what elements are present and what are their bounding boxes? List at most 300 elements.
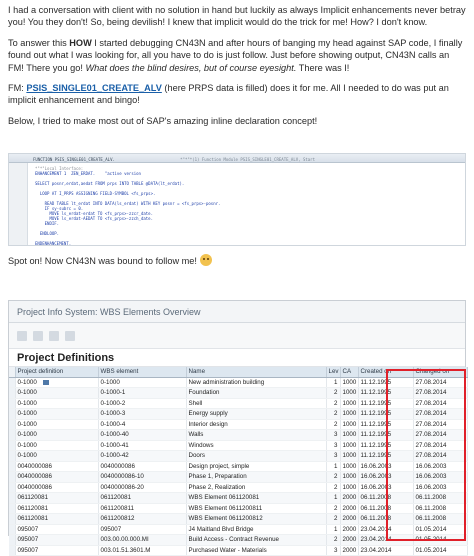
- cell-text: 11.12.1995: [360, 431, 392, 438]
- cell-text: 01.05.2014: [415, 536, 447, 543]
- table-cell: [340, 461, 358, 472]
- table-cell: [413, 430, 467, 441]
- table-cell: [340, 377, 358, 388]
- table-row[interactable]: [9, 503, 467, 514]
- table-cell: [186, 430, 326, 441]
- table-cell: [358, 388, 413, 399]
- cell-text: Design project, simple: [188, 462, 250, 470]
- table-cell: [15, 409, 98, 420]
- table-cell: [358, 440, 413, 451]
- table-cell: [15, 503, 98, 514]
- table-cell: [186, 503, 326, 514]
- table-row[interactable]: [9, 430, 467, 441]
- code-line: ENHANCEMENT 1 ZEN_ERDAT. "active version: [35, 171, 141, 176]
- table-cell: [186, 461, 326, 472]
- code-line: MOVE ls_erdat-AEDAT TO <fs_prps>-zzch_date.: [35, 216, 154, 221]
- cell-text: Shell: [188, 399, 203, 407]
- table-cell: [358, 451, 413, 462]
- cell-text: 0-1000: [17, 378, 37, 386]
- cell-text: 27.08.2014: [415, 441, 447, 449]
- hierarchy-icon[interactable]: [43, 380, 49, 385]
- table-cell: [413, 482, 467, 493]
- cell-text: 1000: [342, 378, 357, 386]
- cell-text: Purchased Water - Materials: [188, 546, 267, 554]
- table-cell: [413, 535, 467, 546]
- table-row[interactable]: [9, 461, 467, 472]
- cell-text: 003.00.00.000.MI: [100, 536, 149, 543]
- table-row[interactable]: [9, 451, 467, 462]
- table-cell: [340, 535, 358, 546]
- cell-text: Windows: [188, 441, 214, 449]
- table-row[interactable]: [9, 398, 467, 409]
- table-cell: [98, 409, 186, 420]
- cell-text: 0-1000: [17, 399, 37, 407]
- cell-text: 06.11.2008: [415, 515, 447, 522]
- table-row[interactable]: [9, 524, 467, 535]
- cell-text: 23.04.2014: [360, 546, 392, 554]
- cell-text: Phase 2, Realization: [188, 483, 246, 491]
- cell-text: 16.06.2003: [360, 483, 392, 491]
- table-cell: [15, 398, 98, 409]
- table-cell: [98, 398, 186, 409]
- table-cell: [358, 398, 413, 409]
- cell-text: 16.06.2003: [415, 462, 447, 470]
- table-cell: [326, 419, 340, 430]
- table-cell: [15, 461, 98, 472]
- table-cell: [98, 524, 186, 535]
- cell-text: 0-1000: [17, 431, 37, 438]
- table-cell: [186, 409, 326, 420]
- cell-text: 0-1000: [17, 441, 37, 449]
- cell-text: 1000: [342, 431, 357, 438]
- table-cell: [186, 482, 326, 493]
- cell-text: 095007: [100, 525, 122, 533]
- cell-text: 23.04.2014: [360, 525, 392, 533]
- cell-text: 061120081: [17, 494, 49, 501]
- table-cell: [358, 514, 413, 525]
- table-cell: [98, 503, 186, 514]
- table-cell: [186, 472, 326, 483]
- table-cell: [358, 482, 413, 493]
- cell-text: 2000: [342, 546, 357, 554]
- table-cell: [340, 409, 358, 420]
- cell-text: New administration building: [188, 378, 265, 386]
- table-cell: [358, 419, 413, 430]
- table-cell: [326, 451, 340, 462]
- cell-text: Foundation: [188, 389, 220, 396]
- toolbar-button-icon[interactable]: [17, 331, 27, 341]
- table-cell: [326, 440, 340, 451]
- table-row[interactable]: [9, 377, 467, 388]
- cell-text: 095007: [17, 536, 39, 543]
- paragraph-2-italic: What does the blind desires, but of course eyesight.: [85, 62, 297, 73]
- table-cell: [340, 398, 358, 409]
- fm-link[interactable]: PSIS_SINGLE01_CREATE_ALV: [26, 83, 162, 94]
- cell-text: 2: [334, 389, 338, 396]
- cell-text: 11.12.1995: [360, 420, 392, 428]
- table-cell: [98, 451, 186, 462]
- section-title: Project Definitions: [9, 349, 465, 367]
- column-header[interactable]: CA: [340, 367, 358, 377]
- cell-text: 0040000086: [17, 473, 52, 480]
- cell-text: 1000: [342, 389, 357, 396]
- cell-text: 1: [334, 494, 338, 501]
- cell-text: 0-1000-41: [100, 441, 129, 449]
- cell-text: 2000: [342, 525, 357, 533]
- cell-text: 061120081: [100, 494, 132, 501]
- table-cell: [98, 514, 186, 525]
- cell-text: 1000: [342, 473, 357, 480]
- cell-text: 11.12.1995: [360, 399, 392, 407]
- code-line: ENDIF.: [35, 221, 60, 226]
- cell-text: 11.12.1995: [360, 389, 392, 396]
- paragraph-2-pre: To answer this: [8, 37, 70, 48]
- cell-text: 2: [334, 536, 338, 543]
- cell-text: Walls: [188, 431, 204, 438]
- table-cell: [326, 545, 340, 556]
- cell-text: 0-1000-1: [100, 389, 126, 396]
- cell-text: 23.04.2014: [360, 536, 392, 543]
- cell-text: 06.11.2008: [360, 494, 392, 501]
- cell-text: WBS Element 0611200811: [188, 504, 263, 512]
- cell-text: 0-1000-4: [100, 420, 126, 428]
- table-cell: [186, 514, 326, 525]
- cell-text: 16.06.2003: [415, 483, 447, 491]
- table-cell: [413, 451, 467, 462]
- table-cell: [15, 535, 98, 546]
- table-cell: [340, 451, 358, 462]
- cell-text: 06.11.2008: [415, 504, 447, 512]
- table-cell: [326, 461, 340, 472]
- paragraph-4: Below, I tried to make most out of SAP's amazing inline declaration concept!: [8, 115, 318, 126]
- table-cell: [358, 493, 413, 504]
- cell-text: 0-1000-40: [100, 431, 129, 438]
- table-cell: [340, 493, 358, 504]
- toolbar-button-icon[interactable]: [49, 331, 59, 341]
- table-cell: [15, 451, 98, 462]
- code-line: IF sy-subrc = 0.: [35, 206, 84, 211]
- cell-text: 2000: [342, 504, 357, 512]
- cell-text: 095007: [17, 546, 39, 554]
- cell-text: 2: [334, 420, 338, 428]
- table-cell: [340, 430, 358, 441]
- cell-text: 0040000086-10: [100, 473, 144, 480]
- cell-text: 3: [334, 452, 338, 459]
- code-line: READ TABLE lt_erdat INTO DATA(ls_erdat) WITH KEY posnr = <fs_prps>-posnr.: [35, 201, 221, 206]
- table-cell: [340, 388, 358, 399]
- paragraph-2-post: There was I!: [296, 62, 350, 73]
- table-cell: [186, 440, 326, 451]
- cell-text: 06.11.2008: [360, 504, 392, 512]
- table-row[interactable]: [9, 535, 467, 546]
- table-row[interactable]: [9, 440, 467, 451]
- toolbar-button-icon[interactable]: [65, 331, 75, 341]
- table-cell: [358, 430, 413, 441]
- table-cell: [15, 388, 98, 399]
- wbs-table: [9, 367, 468, 556]
- table-cell: [413, 503, 467, 514]
- cell-text: 11.12.1995: [360, 378, 392, 386]
- table-cell: [98, 388, 186, 399]
- table-cell: [340, 419, 358, 430]
- table-row[interactable]: [9, 472, 467, 483]
- cell-text: 2000: [342, 536, 357, 543]
- spot-on-text: [8, 254, 212, 266]
- cell-text: 27.08.2014: [415, 431, 447, 438]
- table-cell: [186, 535, 326, 546]
- paragraph-3-pre: FM:: [8, 83, 27, 94]
- cell-text: 11.12.1995: [360, 452, 392, 459]
- table-cell: [358, 535, 413, 546]
- table-cell: [413, 419, 467, 430]
- cell-text: 06.11.2008: [360, 515, 392, 522]
- cell-text: 0-1000-42: [100, 452, 129, 459]
- table-cell: [15, 419, 98, 430]
- sap-screenshot: [8, 300, 466, 554]
- code-line: ENDENHANCEMENT.: [35, 241, 72, 246]
- table-cell: [340, 545, 358, 556]
- code-line: ENDLOOP.: [35, 231, 60, 236]
- table-cell: [98, 472, 186, 483]
- table-row[interactable]: [9, 409, 467, 420]
- table-cell: [15, 430, 98, 441]
- cell-text: 3: [334, 441, 338, 449]
- table-body: [9, 377, 467, 556]
- table-cell: [15, 472, 98, 483]
- wink-emoji-icon: [200, 254, 212, 266]
- table-cell: [413, 388, 467, 399]
- paragraph-3-post: (here PRPS data is filled) does it for me. All I needed to do was put an implicit enhancement and bingo!: [8, 83, 449, 106]
- cell-text: 1: [334, 525, 338, 533]
- sap-window-title: Project Info System: WBS Elements Overview: [9, 301, 465, 323]
- cell-text: J4 Maitland Blvd Bridge: [188, 525, 254, 533]
- cell-text: 16.06.2003: [360, 462, 392, 470]
- table-cell: [186, 451, 326, 462]
- table-header-row: [9, 367, 467, 377]
- cell-text: 27.08.2014: [415, 452, 447, 459]
- cell-text: 1: [334, 378, 338, 386]
- cell-text: 1000: [342, 441, 357, 449]
- paragraph-2: [8, 37, 466, 74]
- cell-text: WBS Element 0611200812: [188, 515, 263, 522]
- table-cell: [15, 440, 98, 451]
- code-line: SELECT posnr,erdat,aedat FROM prps INTO TABLE @DATA(lt_erdat).: [35, 181, 185, 186]
- table-cell: [186, 377, 326, 388]
- table-cell: [326, 398, 340, 409]
- table-cell: [15, 377, 98, 388]
- cell-text: 0-1000: [100, 378, 120, 386]
- cell-text: 0040000086: [17, 462, 52, 470]
- table-cell: [15, 493, 98, 504]
- table-cell: [98, 430, 186, 441]
- cell-text: 16.06.2003: [360, 473, 392, 480]
- table-cell: [326, 493, 340, 504]
- cell-text: 061120081: [17, 515, 49, 522]
- cell-text: Phase 1, Preparation: [188, 473, 247, 480]
- cell-text: 2: [334, 473, 338, 480]
- table-cell: [340, 482, 358, 493]
- table-cell: [98, 461, 186, 472]
- table-row[interactable]: [9, 388, 467, 399]
- table-cell: [15, 545, 98, 556]
- table-cell: [186, 493, 326, 504]
- table-cell: [340, 524, 358, 535]
- sap-toolbar: [9, 323, 465, 349]
- table-cell: [358, 524, 413, 535]
- column-header[interactable]: Lev: [326, 367, 340, 377]
- table-cell: [358, 503, 413, 514]
- cell-text: 095007: [17, 525, 39, 533]
- paragraph-2-mid: I started debugging CN43N and after hours of banging my head against SAP code, I finally found out what I was looking for, all you have to do is just follow. Just before showing output, CN43N calls an FM! There you go!: [8, 37, 463, 73]
- cell-text: 2: [334, 515, 338, 522]
- cell-text: 0-1000: [17, 389, 37, 396]
- table-cell: [326, 503, 340, 514]
- table-cell: [326, 482, 340, 493]
- code-title: FUNCTION PSIS_SINGLE01_CREATE_ALV.: [33, 157, 115, 162]
- cell-text: 3: [334, 546, 338, 554]
- column-header[interactable]: WBS element: [98, 367, 186, 377]
- cell-text: 0-1000: [17, 452, 37, 459]
- code-screenshot: [8, 153, 466, 246]
- table-cell: [15, 524, 98, 535]
- table-cell: [358, 472, 413, 483]
- cell-text: 11.12.1995: [360, 441, 392, 449]
- table-cell: [186, 545, 326, 556]
- table-row[interactable]: [9, 545, 467, 556]
- cell-text: Build Access - Contract Revenue: [188, 536, 279, 543]
- table-cell: [326, 472, 340, 483]
- cell-text: Doors: [188, 452, 206, 459]
- cell-text: 3: [334, 431, 338, 438]
- table-row[interactable]: [9, 419, 467, 430]
- code-title-comment: *"*"*(1) Function Module PSIS_SINGLE01_CREATE_ALV, Start: [180, 157, 315, 162]
- toolbar-button-icon[interactable]: [33, 331, 43, 341]
- table-row[interactable]: [9, 482, 467, 493]
- paragraph-1: I had a conversation with client with no solution in hand but luckily as always Implicit enhancements never betray you! You they don't! So, being devilish! I knew that implicit would do the trick for me! How? I don't know.: [8, 5, 466, 28]
- paragraph-2-bold: HOW: [69, 37, 92, 48]
- cell-text: 2000: [342, 515, 357, 522]
- column-header[interactable]: Project definition: [15, 367, 98, 377]
- cell-text: 16.06.2003: [415, 473, 447, 480]
- table-cell: [98, 493, 186, 504]
- table-cell: [326, 535, 340, 546]
- cell-text: 01.05.2014: [415, 546, 447, 554]
- table-cell: [98, 440, 186, 451]
- cell-text: 1000: [342, 410, 357, 417]
- cell-text: 0611200811: [100, 504, 134, 512]
- cell-text: 2: [334, 399, 338, 407]
- cell-text: 27.08.2014: [415, 420, 447, 428]
- cell-text: 1000: [342, 420, 357, 428]
- table-cell: [340, 503, 358, 514]
- cell-text: 11.12.1995: [360, 410, 392, 417]
- table-cell: [98, 482, 186, 493]
- cell-text: 0040000086: [100, 462, 135, 470]
- cell-text: 0-1000-2: [100, 399, 126, 407]
- table-cell: [98, 535, 186, 546]
- table-cell: [358, 409, 413, 420]
- cell-text: 2000: [342, 494, 357, 501]
- cell-text: Energy supply: [188, 410, 228, 417]
- cell-text: 1000: [342, 399, 357, 407]
- cell-text: 2: [334, 504, 338, 512]
- cell-text: 06.11.2008: [415, 494, 447, 501]
- code-line: MOVE ls_erdat-erdat TO <fs_prps>-zzcr_date.: [35, 211, 154, 216]
- column-header[interactable]: Created on: [358, 367, 413, 377]
- cell-text: 0040000086-20: [100, 483, 144, 491]
- table-cell: [326, 388, 340, 399]
- table-row[interactable]: [9, 493, 467, 504]
- code-line: *"*"Local Interface:: [35, 166, 84, 171]
- table-cell: [340, 514, 358, 525]
- table-cell: [413, 545, 467, 556]
- table-cell: [326, 514, 340, 525]
- table-cell: [358, 377, 413, 388]
- cell-text: 0-1000: [17, 410, 37, 417]
- table-cell: [326, 524, 340, 535]
- cell-text: 27.08.2014: [415, 378, 447, 386]
- cell-text: 27.08.2014: [415, 410, 447, 417]
- table-cell: [358, 461, 413, 472]
- code-gutter: [9, 163, 28, 245]
- table-cell: [186, 524, 326, 535]
- cell-text: 0611200812: [100, 515, 135, 522]
- table-cell: [413, 409, 467, 420]
- cell-text: 27.08.2014: [415, 389, 447, 396]
- cell-text: 27.08.2014: [415, 399, 447, 407]
- code-title-bar: [9, 154, 465, 163]
- table-cell: [98, 545, 186, 556]
- table-cell: [15, 482, 98, 493]
- table-cell: [326, 377, 340, 388]
- cell-text: 1000: [342, 462, 357, 470]
- cell-text: 061120081: [17, 504, 49, 512]
- table-cell: [186, 398, 326, 409]
- table-cell: [340, 440, 358, 451]
- cell-text: 01.05.2014: [415, 525, 447, 533]
- cell-text: 0040000086: [17, 483, 52, 491]
- table-cell: [413, 493, 467, 504]
- table-cell: [413, 377, 467, 388]
- table-cell: [326, 430, 340, 441]
- table-cell: [98, 377, 186, 388]
- paragraph-3: [8, 82, 466, 107]
- table-cell: [358, 545, 413, 556]
- table-cell: [413, 398, 467, 409]
- cell-text: 003.01.51.3601.M: [100, 546, 151, 554]
- cell-text: 1: [334, 462, 338, 470]
- code-line: LOOP AT I_PRPS ASSIGNING FIELD-SYMBOL <fs_prps>.: [35, 191, 156, 196]
- table-cell: [15, 514, 98, 525]
- cell-text: 0-1000-3: [100, 410, 126, 417]
- table-cell: [186, 419, 326, 430]
- cell-text: 1000: [342, 452, 357, 459]
- cell-text: 0-1000: [17, 420, 37, 428]
- table-cell: [413, 524, 467, 535]
- table-row[interactable]: [9, 514, 467, 525]
- table-cell: [413, 440, 467, 451]
- cell-text: 2: [334, 410, 338, 417]
- table-cell: [326, 409, 340, 420]
- spot-on-label: Spot on! Now CN43N was bound to follow me!: [8, 256, 197, 266]
- table-cell: [340, 472, 358, 483]
- table-cell: [413, 461, 467, 472]
- column-header[interactable]: Changed on: [413, 367, 467, 377]
- column-header[interactable]: Name: [186, 367, 326, 377]
- table-cell: [186, 388, 326, 399]
- cell-text: WBS Element 061120081: [188, 494, 260, 501]
- table-cell: [413, 514, 467, 525]
